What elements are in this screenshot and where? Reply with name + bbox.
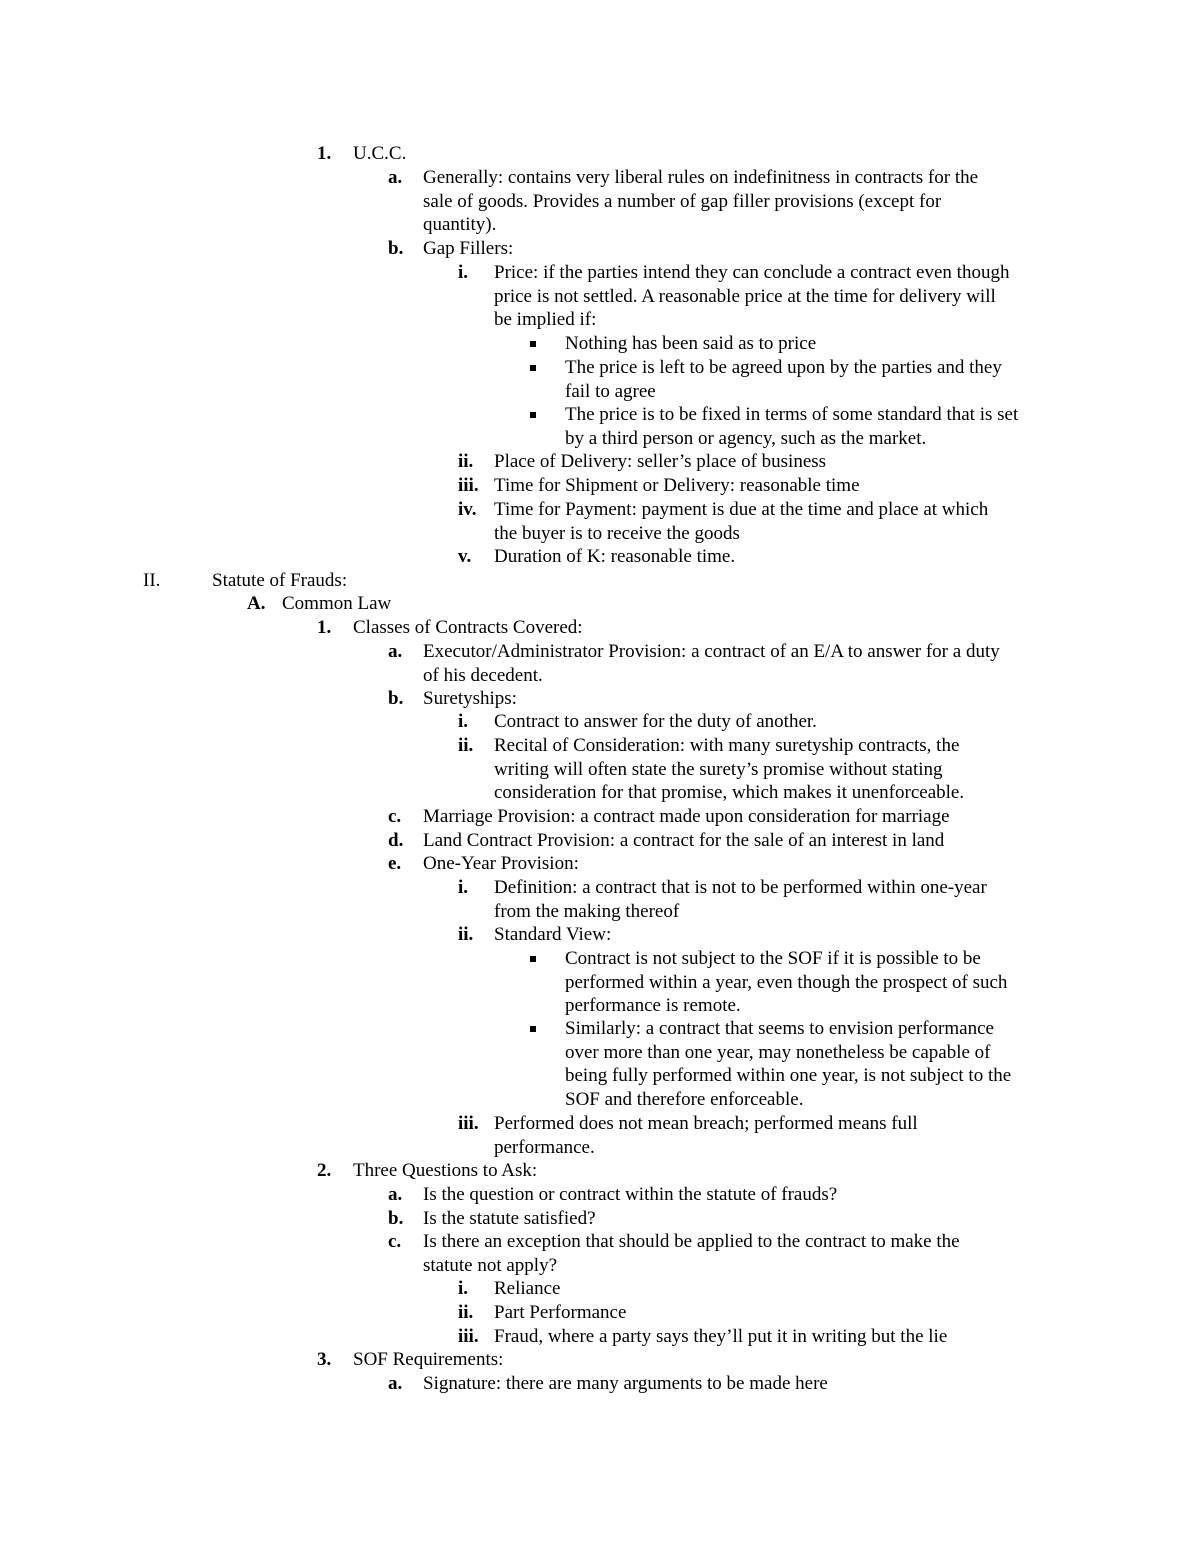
outline-text-line: Common Law <box>282 593 392 614</box>
outline-marker: i. <box>458 262 469 283</box>
outline-text-line: U.C.C. <box>353 143 407 164</box>
outline-text-line: Generally: contains very liberal rules on indefinitness in contracts for the <box>423 167 979 188</box>
outline-text-line: Part Performance <box>494 1302 627 1323</box>
outline-marker: i. <box>458 877 469 898</box>
outline-text-line: Contract to answer for the duty of another. <box>494 711 817 732</box>
outline-text-line: Reliance <box>494 1278 561 1299</box>
outline-text-line: statute not apply? <box>423 1255 558 1276</box>
outline-marker: c. <box>388 1231 402 1252</box>
outline-text-line: quantity). <box>423 214 497 235</box>
outline-text-line: Performed does not mean breach; performed means full <box>494 1113 918 1134</box>
outline-text-line: of his decedent. <box>423 665 543 686</box>
outline-text-line: from the making thereof <box>494 901 680 922</box>
outline-marker: a. <box>388 167 403 188</box>
outline-marker: a. <box>388 641 403 662</box>
outline-text-line: Executor/Administrator Provision: a contract of an E/A to answer for a duty <box>423 641 1000 662</box>
outline-marker: b. <box>388 688 404 709</box>
outline-text-line: Suretyships: <box>423 688 517 709</box>
outline-text-line: being fully performed within one year, is not subject to the <box>565 1065 1012 1086</box>
outline-text-line: sale of goods. Provides a number of gap filler provisions (except for <box>423 191 942 212</box>
outline-text-line: Price: if the parties intend they can conclude a contract even though <box>494 262 1010 283</box>
outline-text-line: SOF and therefore enforceable. <box>565 1089 804 1110</box>
outline-text-line: the buyer is to receive the goods <box>494 523 740 544</box>
outline-marker: c. <box>388 806 402 827</box>
outline-text-line: over more than one year, may nonetheless be capable of <box>565 1042 991 1063</box>
outline-marker: i. <box>458 711 469 732</box>
bullet-marker <box>530 341 536 347</box>
outline-text-line: performance is remote. <box>565 995 741 1016</box>
outline-marker: iv. <box>458 499 477 520</box>
outline-text-line: Similarly: a contract that seems to envision performance <box>565 1018 994 1039</box>
outline-text-line: Is the question or contract within the statute of frauds? <box>423 1184 838 1205</box>
outline-text-line: Is the statute satisfied? <box>423 1208 596 1229</box>
outline-marker: 2. <box>317 1160 332 1181</box>
outline-marker: b. <box>388 1208 404 1229</box>
outline-text-line: writing will often state the surety’s promise without stating <box>494 759 943 780</box>
outline-text-line: Marriage Provision: a contract made upon consideration for marriage <box>423 806 950 827</box>
outline-text-line: The price is left to be agreed upon by the parties and they <box>565 357 1002 378</box>
outline-text-line: SOF Requirements: <box>353 1349 504 1370</box>
outline-text-line: fail to agree <box>565 381 656 402</box>
bullet-marker <box>530 1026 536 1032</box>
outline-text-line: One-Year Provision: <box>423 853 579 874</box>
outline-marker: i. <box>458 1278 469 1299</box>
outline-marker: 1. <box>317 143 332 164</box>
outline-marker: d. <box>388 830 404 851</box>
outline-marker: a. <box>388 1184 403 1205</box>
outline-text-line: Duration of K: reasonable time. <box>494 546 736 567</box>
bullet-marker <box>530 412 536 418</box>
outline-text-line: be implied if: <box>494 309 597 330</box>
outline-text-line: Place of Delivery: seller’s place of business <box>494 451 827 472</box>
outline-text-line: Classes of Contracts Covered: <box>353 617 583 638</box>
outline-marker: e. <box>388 853 402 874</box>
outline-marker: ii. <box>458 924 474 945</box>
outline-text-line: Signature: there are many arguments to be made here <box>423 1373 828 1394</box>
outline-text-line: Land Contract Provision: a contract for the sale of an interest in land <box>423 830 945 851</box>
outline-text-line: Statute of Frauds: <box>212 570 348 591</box>
bullet-marker <box>530 956 536 962</box>
outline-marker: II. <box>143 570 161 591</box>
outline-marker: iii. <box>458 1326 479 1347</box>
outline-text-line: consideration for that promise, which makes it unenforceable. <box>494 782 965 803</box>
outline-text-line: The price is to be fixed in terms of some standard that is set <box>565 404 1019 425</box>
outline-text-line: performed within a year, even though the prospect of such <box>565 972 1008 993</box>
outline-marker: iii. <box>458 475 479 496</box>
outline-text-line: Is there an exception that should be applied to the contract to make the <box>423 1231 960 1252</box>
outline-text-line: Gap Fillers: <box>423 238 514 259</box>
outline-marker: 3. <box>317 1349 332 1370</box>
outline-text-line: performance. <box>494 1137 595 1158</box>
outline-marker: b. <box>388 238 404 259</box>
outline-text-line: Standard View: <box>494 924 612 945</box>
outline-marker: ii. <box>458 451 474 472</box>
outline-text-line: Nothing has been said as to price <box>565 333 817 354</box>
outline-marker: iii. <box>458 1113 479 1134</box>
outline-text-line: price is not settled. A reasonable price at the time for delivery will <box>494 286 996 307</box>
outline-marker: 1. <box>317 617 332 638</box>
outline-text-line: Definition: a contract that is not to be performed within one-year <box>494 877 987 898</box>
outline-text-line: Time for Payment: payment is due at the time and place at which <box>494 499 989 520</box>
outline-marker: v. <box>458 546 472 567</box>
outline-text-line: Recital of Consideration: with many suretyship contracts, the <box>494 735 960 756</box>
outline-text-line: Three Questions to Ask: <box>353 1160 538 1181</box>
outline-text-line: Contract is not subject to the SOF if it is possible to be <box>565 948 981 969</box>
outline-marker: A. <box>247 593 266 614</box>
bullet-marker <box>530 365 536 371</box>
outline-marker: ii. <box>458 1302 474 1323</box>
outline-marker: a. <box>388 1373 403 1394</box>
outline-text-line: by a third person or agency, such as the market. <box>565 428 927 449</box>
outline-text-line: Fraud, where a party says they’ll put it in writing but the lie <box>494 1326 948 1347</box>
outline-marker: ii. <box>458 735 474 756</box>
outline-text-line: Time for Shipment or Delivery: reasonable time <box>494 475 860 496</box>
